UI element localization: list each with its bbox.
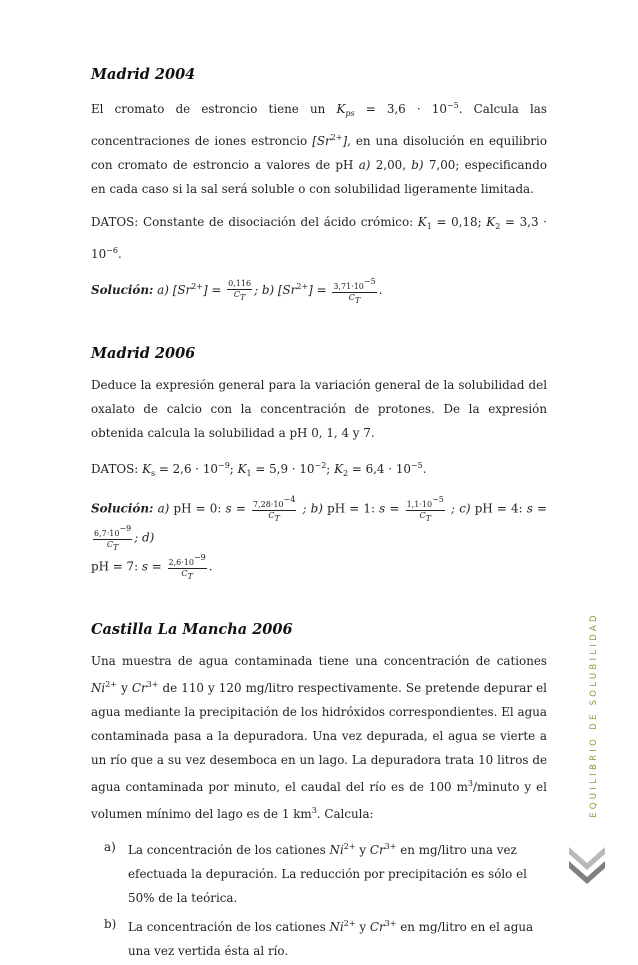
section-title-madrid-2004: Madrid 2004 — [91, 66, 196, 83]
data-line-2: DATOS: $K_s = 2,6 \cdot 10^{-9}$; $K_1 = 5,9 \cdot 10^{-2}$; $K_2 = 6,4 \cdot 10^{-5}$. — [91, 460, 427, 478]
fraction: $\frac{6,7\cdot 10-9}{CT}$ — [94, 523, 132, 552]
list-item: b) La concentración de los cationes $Ni^{2+}$ y $Cr^{3+}$ en mg/litro en el agua una vez vertida ésta al río. — [104, 916, 534, 958]
section-title-castilla-la-mancha-2006: Castilla La Mancha 2006 — [91, 620, 293, 638]
fraction: $\frac{1,1\cdot 10-5}{CT}$ — [406, 494, 444, 523]
list-item: a) La concentración de los cationes $Ni^{2+}$ y $Cr^{3+}$ en mg/litro una vez efectuada la depuración. La reducción por precipitación es sólo el 50% de la teórica. — [104, 839, 527, 905]
data-line-1: DATOS: Constante de disociación del ácido crómico: $K_1 = 0,18$; $K_2 = 3,3 \cdot 10^{-6}$. — [91, 215, 547, 261]
side-label: EQUILIBRIO DE SOLUBILIDAD — [589, 612, 599, 818]
section-title-madrid-2006: Madrid 2006 — [91, 344, 196, 362]
question-list — [91, 835, 547, 963]
solution-line-1: Solución: a) $[Sr^{2+}]$ = $\frac{0,116}{CT}$ ; b) $[Sr^{2+}]$ = $\frac{3,71\cdot 10-5}{CT}$ . — [91, 276, 383, 305]
double-chevron-down-icon — [567, 843, 607, 887]
fraction: $\frac{7,28\cdot 10-4}{CT}$ — [252, 494, 296, 523]
problem-statement-3: Una muestra de agua contaminada tiene una concentración de cationes $Ni^{2+}$ y $Cr^{3+}$ de 110 y 120 mg/litro respectivamente. Se pretende depurar el agua mediante la precipitación de los hidróxidos correspondientes. El agua contaminada pasa a la depuradora. Una vez depurada, el agua se vierte a un río que a su vez desemboca en un lago. La depuradora trata 10 litros de agua contaminada por minuto, el caudal del río es de 100 $m^3$/minuto y el volumen mínimo del lago es de 1 $km^3$. Calcula: — [91, 653, 547, 821]
solution-line-2: Solución: a) pH = 0: s = $\frac{7,28\cdot 10-4}{CT}$ ; b) pH = 1: s = $\frac{1,1\cdot 10-5}{CT}$ ; c) pH = 4: s = $\frac{6,7\cdot 10-9}{CT}$ ; d) pH = 7: s = $\frac{2,6\cdot 10-9}{CT}$ . — [91, 494, 547, 581]
fraction: $\frac{2,6\cdot 10-9}{CT}$ — [168, 552, 206, 581]
problem-statement-1: El cromato de estroncio tiene un $K_{ps} = 3,6 \cdot 10^{-5}$. Calcula las concentraciones de iones estroncio $[Sr^{2+}]$, en una disolución en equilibrio con cromato de estroncio a valores de pH a) 2,00, b) 7,00; especificando en cada caso si la sal será soluble o con solubilidad ligeramente limitada. — [91, 101, 547, 196]
fraction: $\frac{0,116}{CT}$ — [228, 279, 252, 302]
page-content — [91, 66, 547, 965]
fraction: $\frac{3,71\cdot 10-5}{CT}$ — [333, 276, 376, 305]
problem-statement-2: Deduce la expresión general para la variación general de la solubilidad del oxalato de calcio con la concentración de protones. De la expresión obtenida calcula la solubilidad a pH 0, 1, 4 y 7. — [91, 377, 547, 440]
